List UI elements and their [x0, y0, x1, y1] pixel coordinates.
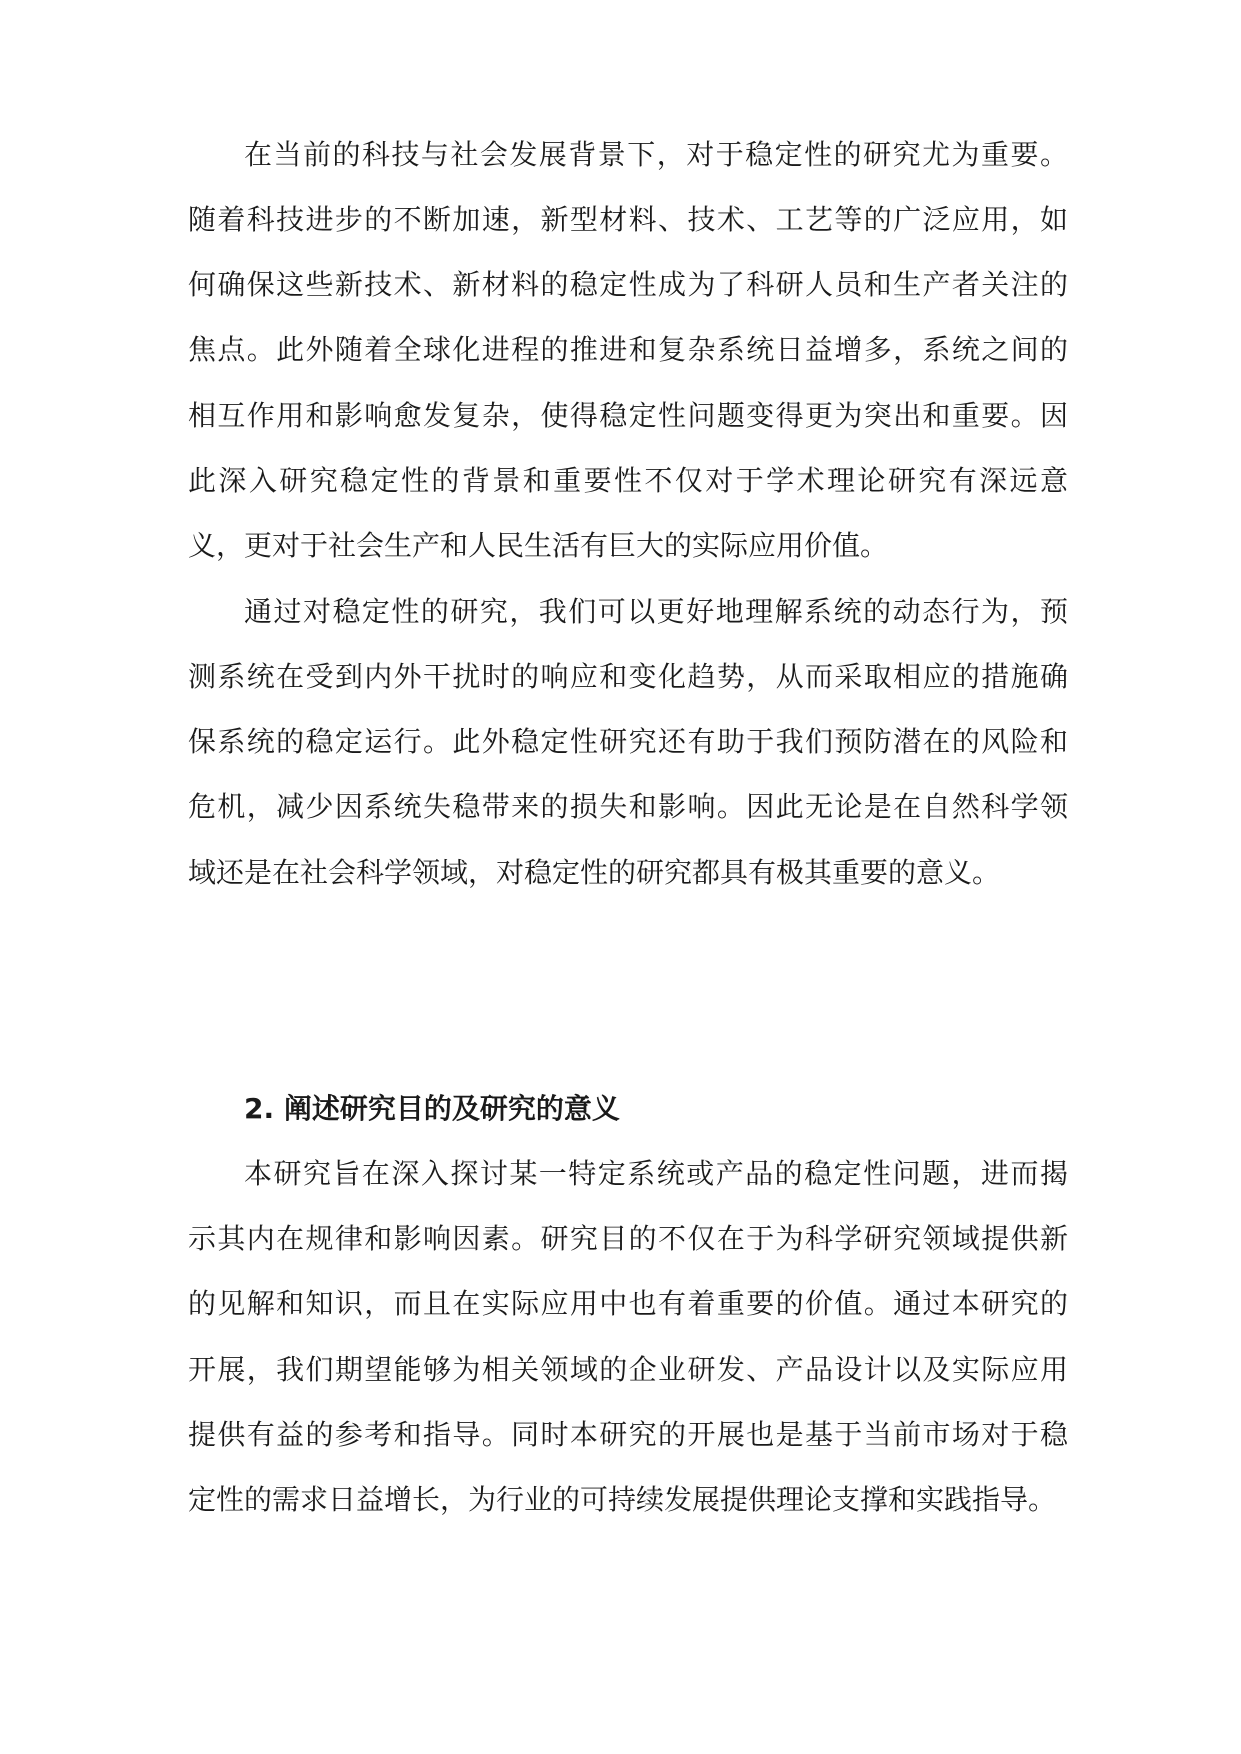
paragraph-1-line-6: 此深入研究稳定性的背景和重要性不仅对于学术理论研究有深远意 [188, 464, 1068, 497]
paragraph-2-line-5: 域还是在社会科学领域，对稳定性的研究都具有极其重要的意义。 [188, 856, 1001, 889]
section-paragraph-line-5: 提供有益的参考和指导。同时本研究的开展也是基于当前市场对于稳 [188, 1418, 1068, 1451]
section-paragraph-line-1: 本研究旨在深入探讨某一特定系统或产品的稳定性问题，进而揭 [244, 1157, 1068, 1190]
section-paragraph-line-6: 定性的需求日益增长，为行业的可持续发展提供理论支撑和实践指导。 [188, 1483, 1057, 1516]
section-heading: 2. 阐述研究目的及研究的意义 [244, 1092, 620, 1125]
paragraph-1-line-5: 相互作用和影响愈发复杂，使得稳定性问题变得更为突出和重要。因 [188, 399, 1068, 432]
section-paragraph-line-4: 开展，我们期望能够为相关领域的企业研发、产品设计以及实际应用 [188, 1353, 1068, 1386]
paragraph-1-line-4: 焦点。此外随着全球化进程的推进和复杂系统日益增多，系统之间的 [188, 333, 1068, 366]
paragraph-2-line-4: 危机，减少因系统失稳带来的损失和影响。因此无论是在自然科学领 [188, 790, 1068, 823]
paragraph-1-line-3: 何确保这些新技术、新材料的稳定性成为了科研人员和生产者关注的 [188, 268, 1068, 301]
paragraph-2-line-3: 保系统的稳定运行。此外稳定性研究还有助于我们预防潜在的风险和 [188, 725, 1068, 758]
section-paragraph-line-3: 的见解和知识，而且在实际应用中也有着重要的价值。通过本研究的 [188, 1287, 1068, 1320]
paragraph-1-line-2: 随着科技进步的不断加速，新型材料、技术、工艺等的广泛应用，如 [188, 203, 1068, 236]
paragraph-1-line-7: 义，更对于社会生产和人民生活有巨大的实际应用价值。 [188, 529, 889, 562]
paragraph-2-line-1: 通过对稳定性的研究，我们可以更好地理解系统的动态行为，预 [244, 595, 1068, 628]
paragraph-1-line-1: 在当前的科技与社会发展背景下，对于稳定性的研究尤为重要。 [244, 138, 1068, 171]
section-paragraph-line-2: 示其内在规律和影响因素。研究目的不仅在于为科学研究领域提供新 [188, 1222, 1068, 1255]
paragraph-2-line-2: 测系统在受到内外干扰时的响应和变化趋势，从而采取相应的措施确 [188, 660, 1068, 693]
